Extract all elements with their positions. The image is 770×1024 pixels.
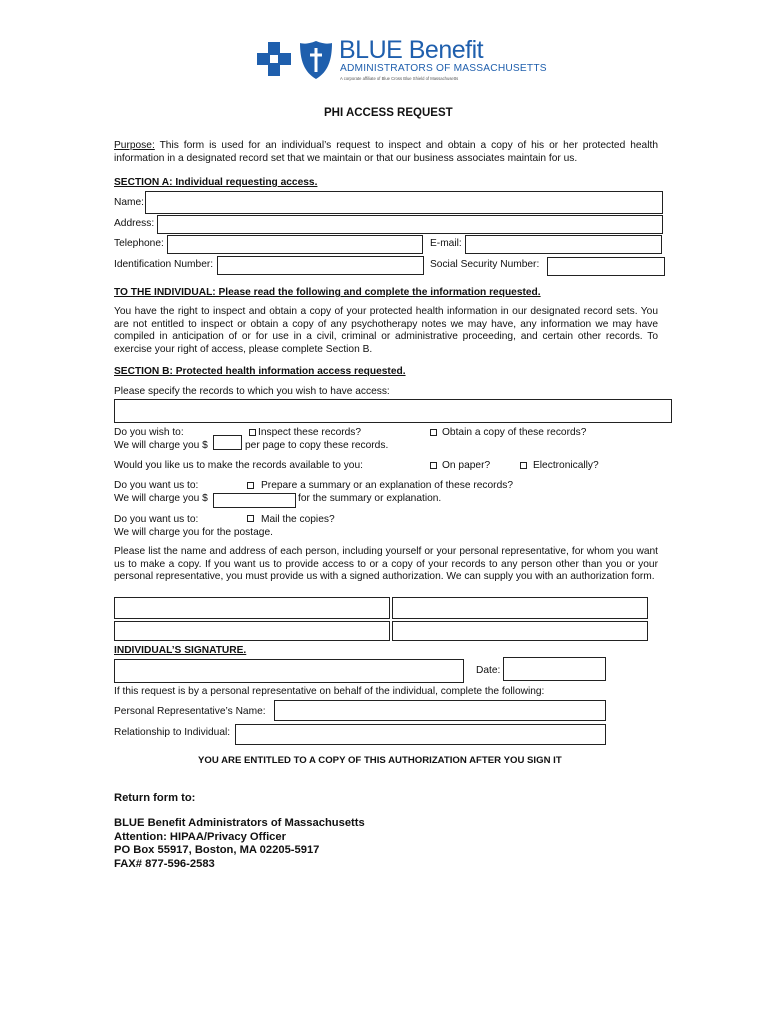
relationship-field[interactable] (235, 724, 606, 745)
do-you-wish-label: Do you wish to: (114, 427, 184, 438)
obtain-checkbox[interactable] (430, 429, 437, 436)
person-field-3[interactable] (114, 621, 390, 641)
entitled-notice: YOU ARE ENTITLED TO A COPY OF THIS AUTHORIZATION AFTER YOU SIGN IT (198, 755, 562, 766)
email-label: E-mail: (430, 238, 462, 249)
section-b-heading: SECTION B: Protected health information access requested. (114, 366, 406, 377)
name-label: Name: (114, 197, 145, 208)
inspect-label: Inspect these records? (258, 427, 362, 438)
page-title: PHI ACCESS REQUEST (324, 107, 453, 119)
purpose-text: This form is used for an individual’s request to inspect and obtain a copy of his or her protected health information in a designated record set that we maintain or that our business associates maintain for us. (114, 140, 658, 164)
section-a-heading: SECTION A: Individual requesting access. (114, 177, 318, 188)
id-number-label: Identification Number: (114, 259, 214, 270)
person-field-2[interactable] (392, 597, 648, 619)
email-field[interactable] (465, 235, 662, 254)
address-field[interactable] (157, 215, 663, 234)
electronic-label: Electronically? (533, 460, 599, 471)
summary-checkbox[interactable] (247, 482, 254, 489)
per-page-amount-field[interactable] (213, 435, 242, 450)
date-label: Date: (476, 665, 501, 676)
records-field[interactable] (114, 399, 672, 423)
ssn-label: Social Security Number: (430, 259, 540, 270)
electronic-checkbox[interactable] (520, 462, 527, 469)
rep-name-field[interactable] (274, 700, 606, 721)
inspect-checkbox[interactable] (249, 429, 256, 436)
blue-shield-icon (299, 40, 333, 80)
per-page-text: per page to copy these records. (245, 440, 389, 451)
ssn-field[interactable] (547, 257, 665, 276)
make-available-label: Would you like us to make the records available to you: (114, 460, 363, 471)
return-line-1: BLUE Benefit Administrators of Massachusetts (114, 817, 365, 829)
date-field[interactable] (503, 657, 606, 681)
blue-cross-icon (255, 40, 293, 80)
telephone-field[interactable] (167, 235, 423, 254)
brand-subtitle: ADMINISTRATORS OF MASSACHUSETTS (340, 63, 547, 74)
address-label: Address: (114, 218, 155, 229)
return-line-3: PO Box 55917, Boston, MA 02205-5917 (114, 844, 320, 857)
signature-field[interactable] (114, 659, 464, 683)
return-line-2: Attention: HIPAA/Privacy Officer (114, 830, 286, 843)
charge-prefix-2: We will charge you $ (114, 493, 208, 504)
to-individual-text: You have the right to inspect and obtain a copy of your protected health information in our designated record sets. You are not entitled to inspect or obtain a copy of any psychotherapy notes we may have, any information we may have compiled in anticipation of or for use in a civil, criminal or administrative proceeding, and certain other records. To exercise your right of access, please complete Section B. (114, 306, 658, 355)
list-persons-text: Please list the name and address of each person, including yourself or your personal representative, for whom you want us to make a copy. If you want us to provide access to or a copy of your records to any person other than you or your personal representative, you must provide us with a signed authorization. We can supply you with an authorization form. (114, 546, 658, 583)
brand-tagline: A corporate affiliate of Blue Cross Blue Shield of Massachusetts (340, 76, 459, 81)
rep-name-label: Personal Representative’s Name: (114, 706, 266, 717)
return-label: Return form to: (114, 792, 196, 804)
purpose-label: Purpose: (114, 140, 155, 151)
person-field-4[interactable] (392, 621, 648, 641)
obtain-label: Obtain a copy of these records? (442, 427, 587, 438)
person-field-1[interactable] (114, 597, 390, 619)
postage-text: We will charge you for the postage. (114, 527, 273, 538)
paper-label: On paper? (442, 460, 491, 471)
signature-heading: INDIVIDUAL’S SIGNATURE. (114, 645, 247, 656)
name-field[interactable] (145, 191, 663, 214)
rep-instructions: If this request is by a personal representative on behalf of the individual, complete the following: (114, 686, 545, 697)
id-number-field[interactable] (217, 256, 424, 275)
return-address (114, 817, 365, 871)
brand-name: BLUE Benefit (339, 36, 484, 64)
relationship-label: Relationship to Individual: (114, 727, 231, 738)
purpose-paragraph (114, 140, 658, 165)
mail-label: Mail the copies? (261, 514, 335, 525)
want-us-label-2: Do you want us to: (114, 514, 199, 525)
paper-checkbox[interactable] (430, 462, 437, 469)
charge-prefix: We will charge you $ (114, 440, 208, 451)
summary-amount-field[interactable] (213, 493, 296, 508)
summary-text: for the summary or explanation. (298, 493, 442, 504)
return-fax: FAX# 877-596-2583 (114, 857, 215, 870)
summary-label: Prepare a summary or an explanation of these records? (261, 480, 513, 491)
specify-records-label: Please specify the records to which you wish to have access: (114, 386, 390, 397)
mail-checkbox[interactable] (247, 515, 254, 522)
telephone-label: Telephone: (114, 238, 164, 249)
want-us-label: Do you want us to: (114, 480, 199, 491)
logo (255, 36, 547, 84)
to-individual-heading: TO THE INDIVIDUAL: Please read the following and complete the information requested. (114, 287, 541, 298)
